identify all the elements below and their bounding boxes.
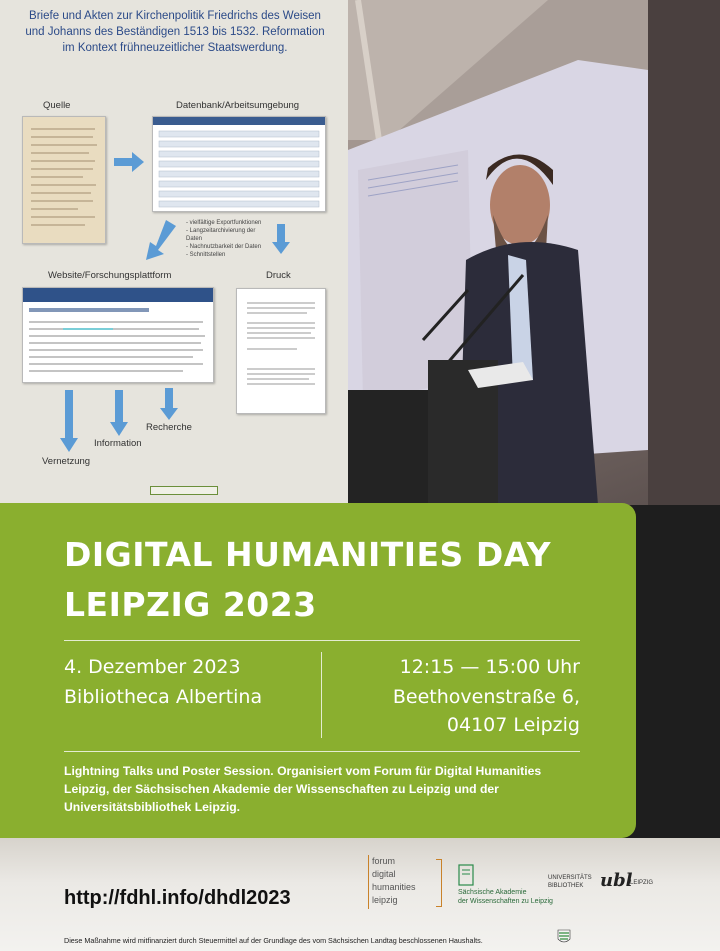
label-information: Information <box>94 438 142 449</box>
label-print: Druck <box>266 270 291 281</box>
event-title-line2: LEIPZIG 2023 <box>64 585 317 624</box>
feature-item: - Nachnutzbarkeit der Daten <box>186 244 262 250</box>
arrow-down-icon <box>60 390 78 452</box>
fdhl-logo-line: digital <box>372 869 396 879</box>
source-manuscript-image <box>22 116 106 244</box>
divider-vertical <box>321 652 322 738</box>
fdhl-logo-line: forum <box>372 856 396 866</box>
feature-item: - Schnittstellen <box>186 252 226 258</box>
event-time: 12:15 — 15:00 Uhr <box>399 656 580 678</box>
ubl-logo <box>548 872 658 902</box>
arrow-down-left-icon <box>146 220 178 260</box>
arrow-down-icon <box>272 224 290 254</box>
label-research: Recherche <box>146 422 192 433</box>
label-network: Vernetzung <box>42 456 91 467</box>
saxony-crest-icon <box>557 929 571 946</box>
ubl-logo-line1: UNIVERSITÄTS <box>548 875 592 881</box>
divider-bottom <box>64 751 580 752</box>
arrow-down-icon <box>110 390 128 436</box>
label-website: Website/Forschungsplattform <box>48 270 172 281</box>
poster-title: Briefe und Akten zur Kirchenpolitik Friedrichs des Weisen und Johanns des Beständigen 1513 bis 1532. Reformation im Kontext frühneuzeitlicher Staatswerdung. <box>25 10 325 54</box>
form-fields-icon <box>153 125 325 211</box>
poster-footer-logo <box>150 486 218 495</box>
saw-logo-line1: Sächsische Akademie <box>458 889 527 896</box>
ubl-logo-line2: BIBLIOTHEK <box>548 883 584 889</box>
database-screenshot <box>152 116 326 212</box>
fdhl-logo <box>368 855 448 911</box>
fdhl-logo-line: humanities <box>372 882 416 892</box>
event-address-line2: 04107 Leipzig <box>446 714 580 736</box>
feature-item: - vielfältige Exportfunktionen <box>186 220 262 226</box>
event-description: Lightning Talks und Poster Session. Organisiert vom Forum für Digital Humanities Leipzig, der Sächsischen Akademie der Wissenschaften zu Leipzig und der Universitätsbibliothek Leipzig. <box>64 764 542 814</box>
divider-top <box>64 640 580 641</box>
arrow-right-icon <box>114 152 144 172</box>
arrow-down-icon <box>160 388 178 420</box>
event-url-link[interactable]: http://fdhl.info/dhdl2023 <box>64 887 291 909</box>
saw-logo <box>458 864 553 905</box>
fdhl-logo-line: leipzig <box>372 895 398 905</box>
speaker-photo <box>348 0 720 505</box>
funding-note: Diese Maßnahme wird mitfinanziert durch Steuermittel auf der Grundlage des vom Sächsischen Landtag beschlossenen Haushalts. <box>64 936 483 945</box>
saw-emblem-icon <box>458 864 474 886</box>
poster-panel <box>0 0 348 505</box>
text-lines-icon <box>23 302 213 382</box>
handwriting-icon <box>23 117 105 243</box>
event-title-line1: DIGITAL HUMANITIES DAY <box>64 535 551 574</box>
print-page-image <box>236 288 326 414</box>
saw-logo-line2: der Wissenschaften zu Leipzig <box>458 898 553 905</box>
label-database: Datenbank/Arbeitsumgebung <box>176 100 300 111</box>
printed-text-icon <box>237 289 325 413</box>
event-address-line1: Beethovenstraße 6, <box>392 686 580 708</box>
feature-list <box>186 219 272 259</box>
ubl-mark: ubl <box>600 870 633 891</box>
feature-item: - Langzeitarchivierung der Daten <box>186 228 256 242</box>
event-venue: Bibliotheca Albertina <box>64 686 263 708</box>
speaker-at-lectern-image <box>348 0 720 505</box>
label-source: Quelle <box>43 100 71 111</box>
ubl-city: LEIPZIG <box>630 880 654 886</box>
website-screenshot <box>22 287 214 383</box>
event-date: 4. Dezember 2023 <box>64 656 241 678</box>
